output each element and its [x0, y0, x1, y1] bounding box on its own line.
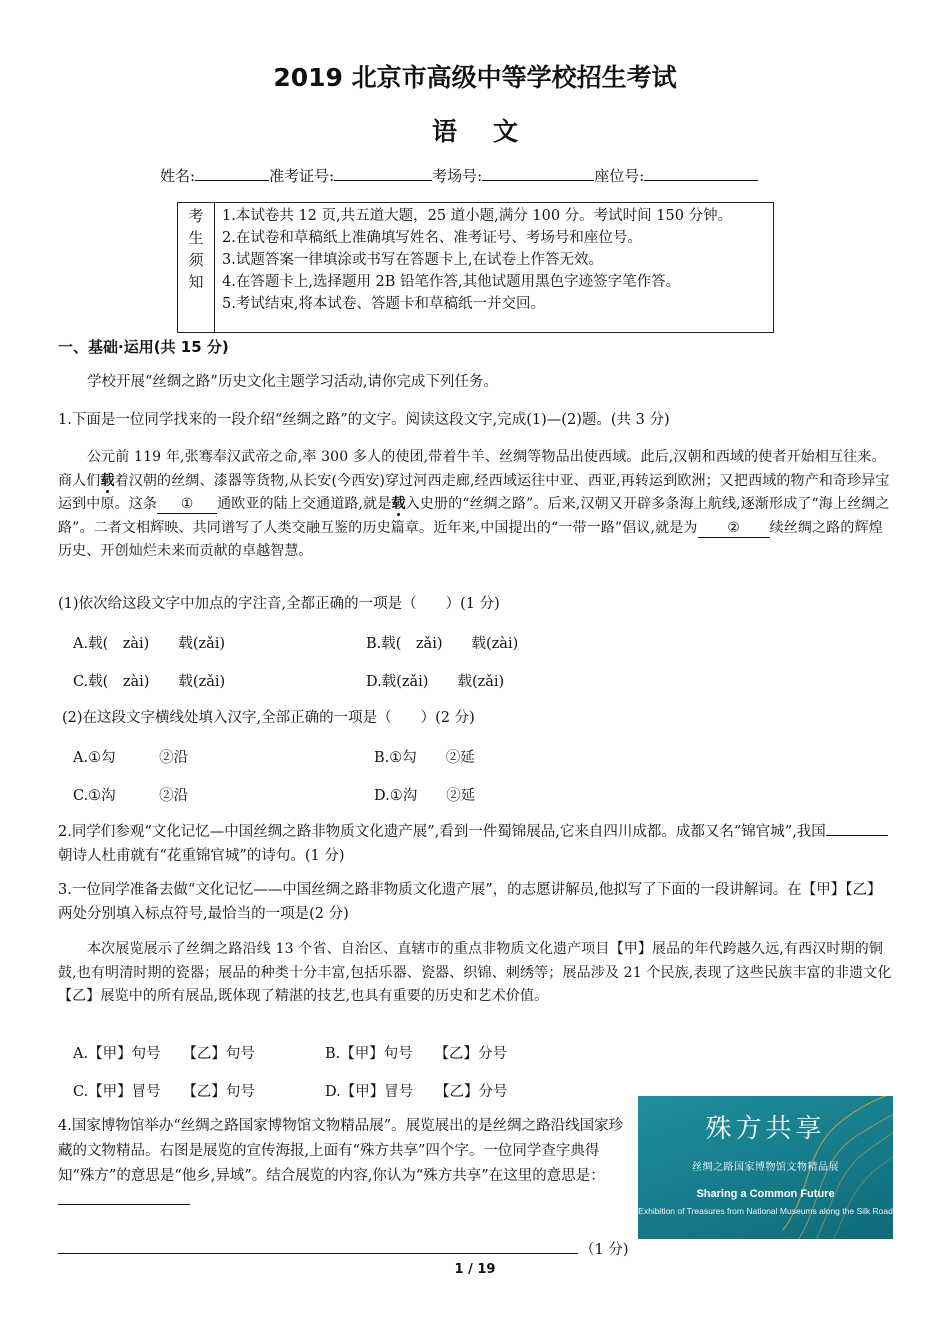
room-no-label: 考场号:	[432, 167, 483, 185]
exam-title: 2019 北京市高级中等学校招生考试	[273, 63, 677, 92]
option-a[interactable]: A.①勾 ②沿	[73, 750, 189, 766]
option-b[interactable]: B.载( zǎi) 载(zài)	[366, 636, 519, 652]
section-heading: 一、基础·运用(共 15 分)	[58, 338, 229, 356]
seat-no-label: 座位号:	[594, 167, 645, 185]
notice-item: 4.在答题卡上,选择题用 2B 铅笔作答,其他试题用黑色字迹签字笔作答。	[222, 274, 681, 290]
notice-items	[215, 203, 773, 332]
q3-stem: 3.一位同学准备去做“文化记忆——中国丝绸之路非物质文化遗产展”，的志愿讲解员,他拟写了下面的一段讲解词。在【甲】【乙】两处分别填入标点符号,最恰当的一项是(2 分)	[58, 882, 882, 922]
exhibition-poster	[638, 1096, 893, 1239]
notice-item: 1.本试卷共 12 页,共五道大题，25 道小题,满分 100 分。考试时间 150 分钟。	[222, 208, 733, 224]
q3-passage: 本次展览展示了丝绸之路沿线 13 个省、自治区、直辖市的重点非物质文化遗产项目【甲】展品的年代跨越久远,有西汉时期的铜鼓,也有明清时期的瓷器；展品的种类十分丰富,包括乐器、瓷器、织锦、刺绣等；展品涉及 21 个民族,表现了这些民族丰富的非遗文化【乙】展览中的所有展品,既体现了精湛的技艺,也具有重要的历史和艺术价值。	[58, 941, 892, 1004]
section-intro: 学校开展“丝绸之路”历史文化主题学习活动,请你完成下列任务。	[87, 374, 498, 390]
subject-title: 语文	[431, 117, 554, 146]
option-b[interactable]: B.【甲】句号 【乙】分号	[325, 1046, 508, 1062]
blank-1[interactable]: ①	[157, 495, 217, 514]
option-a[interactable]: A.载( zài) 载(zǎi)	[73, 636, 226, 652]
seat-no-blank[interactable]	[644, 164, 758, 181]
option-c[interactable]: C.【甲】冒号 【乙】句号	[73, 1084, 255, 1100]
option-d[interactable]: D.①沟 ②延	[374, 788, 476, 804]
q4-stem: 4.国家博物馆举办“丝绸之路国家博物馆文物精品展”。展览展出的是丝绸之路沿线国家珍藏的文物精品。右图是展览的宣传海报,上面有“殊方共享”四个字。一位同学查字典得知“殊方”的意思是“他乡,异域”。结合展览的内容,你认为“殊方共享”在这里的意思是：	[58, 1114, 624, 1214]
candidate-info-fields	[160, 164, 758, 186]
blank-2[interactable]: ②	[698, 519, 770, 538]
option-c[interactable]: C.①沟 ②沿	[73, 788, 189, 804]
poster-english-subtitle: Exhibition of Treasures from National Museums along the Silk Road	[638, 1206, 893, 1216]
poster-english-title: Sharing a Common Future	[696, 1188, 835, 1200]
poster-title: 殊方共享	[705, 1114, 826, 1144]
option-d[interactable]: D.载(zǎi) 载(zǎi)	[366, 674, 505, 690]
q2-blank[interactable]	[826, 835, 888, 836]
notice-item: 2.在试卷和草稿纸上准确填写姓名、准考证号、考场号和座位号。	[222, 230, 642, 246]
notice-item: 3.试题答案一律填涂或书写在答题卡上,在试卷上作答无效。	[222, 252, 603, 268]
q4-answer-blank[interactable]	[58, 1204, 190, 1205]
dotted-char: 载	[100, 472, 115, 489]
exam-notice-box	[177, 202, 774, 333]
exam-no-blank[interactable]	[334, 164, 432, 181]
q4-score: （1 分)	[580, 1242, 629, 1258]
exam-no-label: 准考证号:	[269, 167, 335, 185]
q1-stem: 1.下面是一位同学找来的一段介绍“丝绸之路”的文字。阅读这段文字,完成(1)—(2)题。(共 3 分)	[58, 412, 670, 428]
notice-label: 考 生 须 知	[178, 203, 215, 332]
q4-answer-line[interactable]	[58, 1253, 578, 1254]
q1-sub2-stem: (2)在这段文字横线处填入汉字,全部正确的一项是（ ）(2 分)	[62, 710, 475, 726]
notice-item: 5.考试结束,将本试卷、答题卡和草稿纸一并交回。	[222, 296, 545, 312]
poster-subtitle: 丝绸之路国家博物馆文物精品展	[692, 1162, 839, 1173]
dotted-char: 载	[391, 496, 406, 512]
q1-passage: 公元前 119 年,张骞奉汉武帝之命,率 300 多人的使团,带着牛羊、丝绸等物品出使西域。此后,汉朝和西域的使者开始相互往来。商人们载着汉朝的丝绸、漆器等货物,从长安(今西安)穿过河西走廊,经西域运往中亚、西亚,再转运到欧洲；又把西域的物产和奇珍异宝运到中原。这条 ① 通欧亚的陆上交通道路,就是载入史册的“丝绸之路”。后来,汉朝又开辟多条海上航线,逐渐形成了“海上丝绸之路”。二者文相辉映、共同谱写了人类交融互鉴的历史篇章。近年来,中国提出的“一带一路”倡议,就是为 ② 续丝绸之路的辉煌历史、开创灿烂未来而贡献的卓越智慧。	[58, 449, 890, 559]
q1-sub1-stem: (1)依次给这段文字中加点的字注音,全都正确的一项是（ ）(1 分)	[58, 596, 500, 612]
room-no-blank[interactable]	[482, 164, 594, 181]
option-d[interactable]: D.【甲】冒号 【乙】分号	[325, 1084, 508, 1100]
option-b[interactable]: B.①勾 ②延	[374, 750, 475, 766]
page-number: 1 / 19	[454, 1262, 496, 1277]
name-label: 姓名:	[160, 167, 196, 185]
q2-text: 2.同学们参观“文化记忆—中国丝绸之路非物质文化遗产展”,看到一件蜀锦展品,它来自四川成都。成都又名“锦官城”,我国朝诗人杜甫就有“花重锦官城”的诗句。(1 分)	[58, 820, 894, 868]
option-a[interactable]: A.【甲】句号 【乙】句号	[73, 1046, 255, 1062]
name-blank[interactable]	[195, 164, 269, 181]
option-c[interactable]: C.载( zài) 载(zǎi)	[73, 674, 226, 690]
